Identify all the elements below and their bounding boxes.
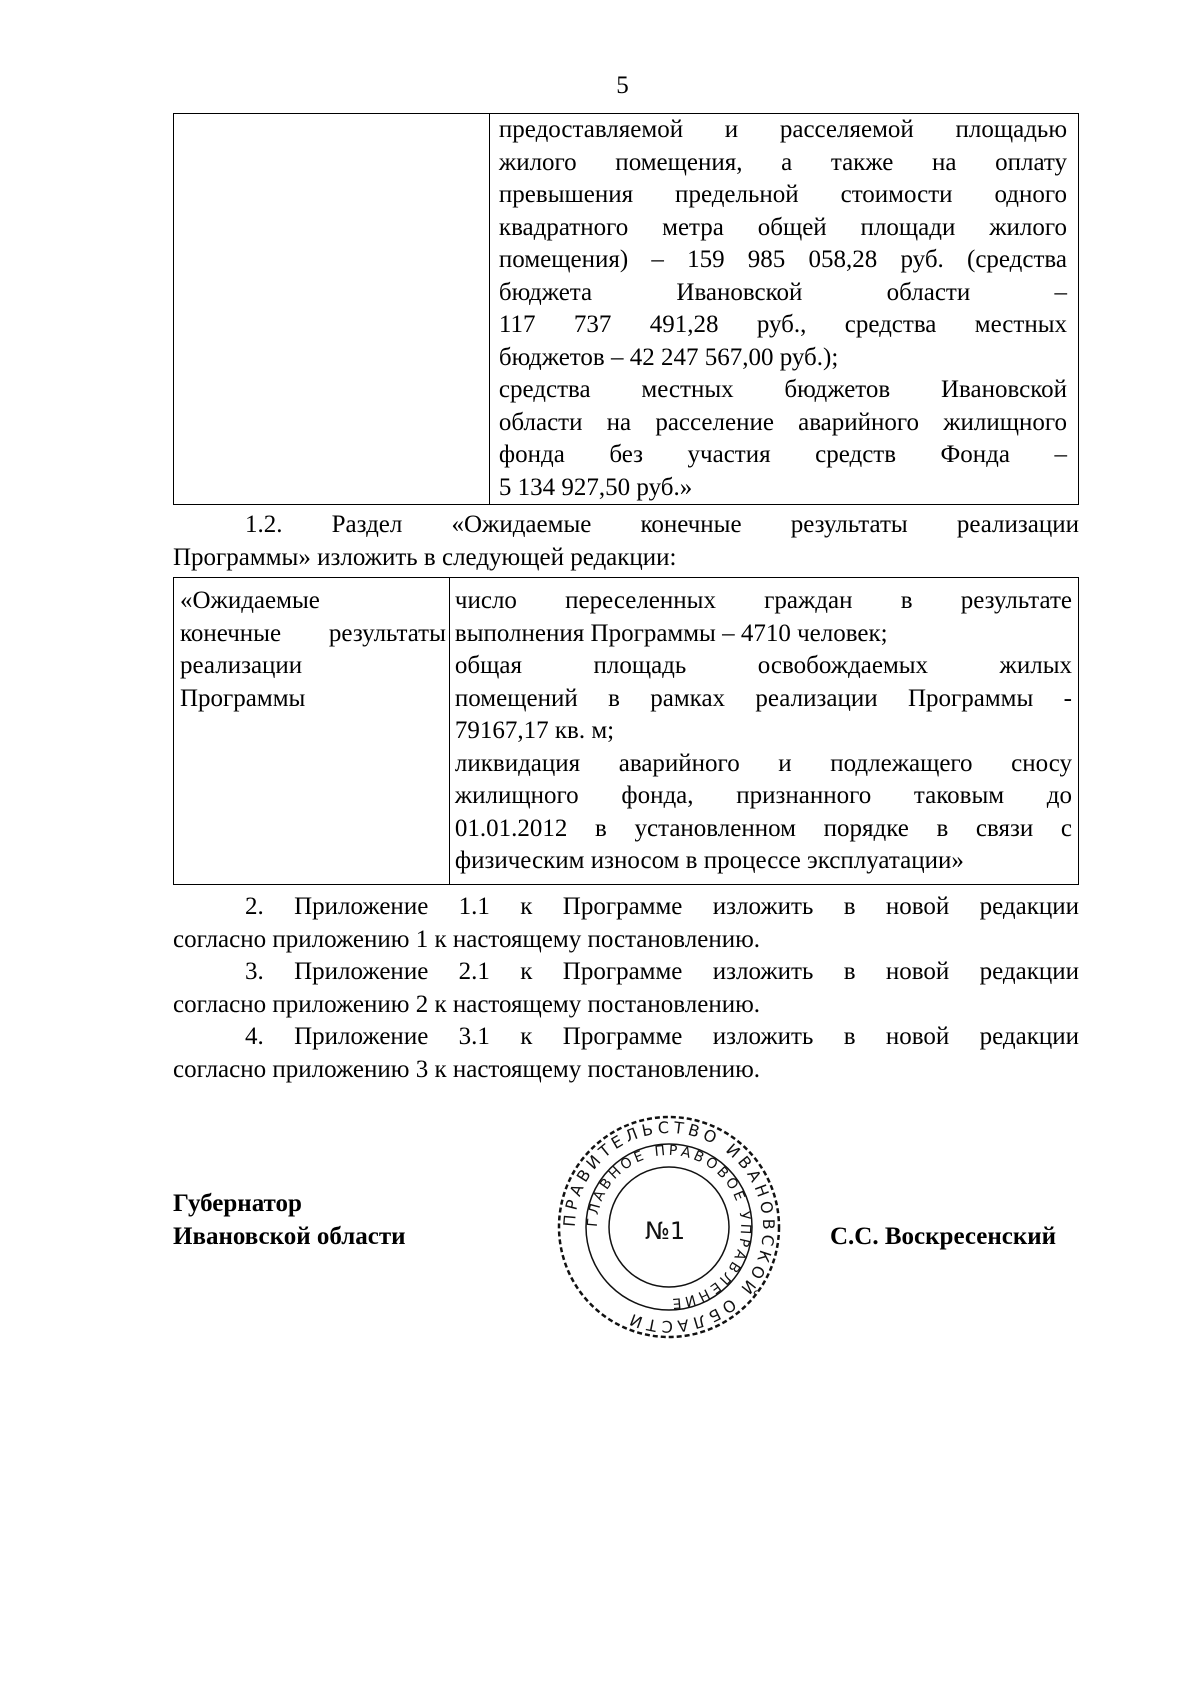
signatory-name: С.С. Воскресенский [830, 1223, 1057, 1250]
official-stamp [555, 1113, 783, 1341]
text-line: физическим износом в процессе эксплуатации» [454, 847, 964, 874]
table-cell-funding-text [489, 114, 1078, 505]
page-number: 5 [616, 72, 629, 99]
text-line: ликвидация аварийного и подлежащего сносу [454, 749, 1072, 777]
text-line: 117 737 491,28 руб., средства местных [498, 311, 1067, 338]
item-line: 3. Приложение 2.1 к Программе изложить в новой редакции [245, 958, 1079, 985]
item-line: согласно приложению 3 к настоящему постановлению. [173, 1055, 760, 1083]
expected-results-table [173, 577, 1079, 885]
text-line: общая площадь освобождаемых жилых [454, 652, 1072, 679]
item-line: 4. Приложение 3.1 к Программе изложить в новой редакции [245, 1023, 1079, 1050]
stamp-number: №1 [644, 1217, 686, 1245]
text-line: реализации [180, 652, 303, 679]
paragraph-1-2 [173, 509, 1079, 574]
text-line: 79167,17 кв. м; [454, 717, 615, 744]
text-line: средства местных бюджетов Ивановской [498, 376, 1067, 403]
text-line: конечные результаты [180, 619, 446, 647]
text-line: бюджета Ивановской области – [498, 278, 1067, 306]
text-line: «Ожидаемые [180, 587, 320, 614]
text-line: превышения предельной стоимости одного [498, 181, 1067, 208]
text-line: Программы [180, 684, 306, 712]
text-line: помещений в рамках реализации Программы - [454, 684, 1072, 712]
item-line: 2. Приложение 1.1 к Программе изложить в новой редакции [245, 893, 1079, 920]
table-row [174, 114, 1079, 505]
text-line: предоставляемой и расселяемой площадью [498, 116, 1067, 143]
text-line: 01.01.2012 в установленном порядке в связи с [454, 814, 1072, 842]
text-line: число переселенных граждан в результате [454, 587, 1072, 614]
passport-table-continuation [173, 113, 1079, 505]
stamp-outer-text: ПРАВИТЕЛЬСТВО ИВАНОВСКОЙ ОБЛАСТИ [559, 1117, 779, 1337]
text-line: области на расселение аварийного жилищного [498, 408, 1067, 436]
text-line: жилищного фонда, признанного таковым до [454, 782, 1072, 809]
table-cell-label [174, 114, 490, 505]
text-line: 1.2. Раздел «Ожидаемые конечные результаты реализации [245, 511, 1079, 538]
signatory-title-line: Ивановской области [173, 1223, 406, 1250]
item-line: согласно приложению 1 к настоящему постановлению. [173, 925, 760, 953]
text-line: фонда без участия средств Фонда – [498, 441, 1067, 468]
numbered-items [173, 891, 1079, 1086]
table-cell-section-text [449, 578, 1078, 885]
table-cell-section-name [174, 578, 450, 885]
text-line: бюджетов – 42 247 567,00 руб.); [498, 343, 839, 371]
text-line: 5 134 927,50 руб.» [498, 473, 693, 501]
table-row [174, 578, 1079, 885]
text-line: Программы» изложить в следующей редакции: [173, 543, 677, 571]
item-line: согласно приложению 2 к настоящему постановлению. [173, 990, 760, 1018]
text-line: квадратного метра общей площади жилого [498, 213, 1067, 241]
text-line: жилого помещения, а также на оплату [498, 148, 1067, 176]
signatory-title [173, 1187, 406, 1253]
stamp-inner-text: ГЛАВНОЕ ПРАВОВОЕ УПРАВЛЕНИЕ [584, 1142, 754, 1312]
text-line: выполнения Программы – 4710 человек; [454, 619, 888, 647]
text-line: помещения) – 159 985 058,28 руб. (средства [498, 246, 1067, 273]
signatory-title-line: Губернатор [173, 1190, 302, 1217]
